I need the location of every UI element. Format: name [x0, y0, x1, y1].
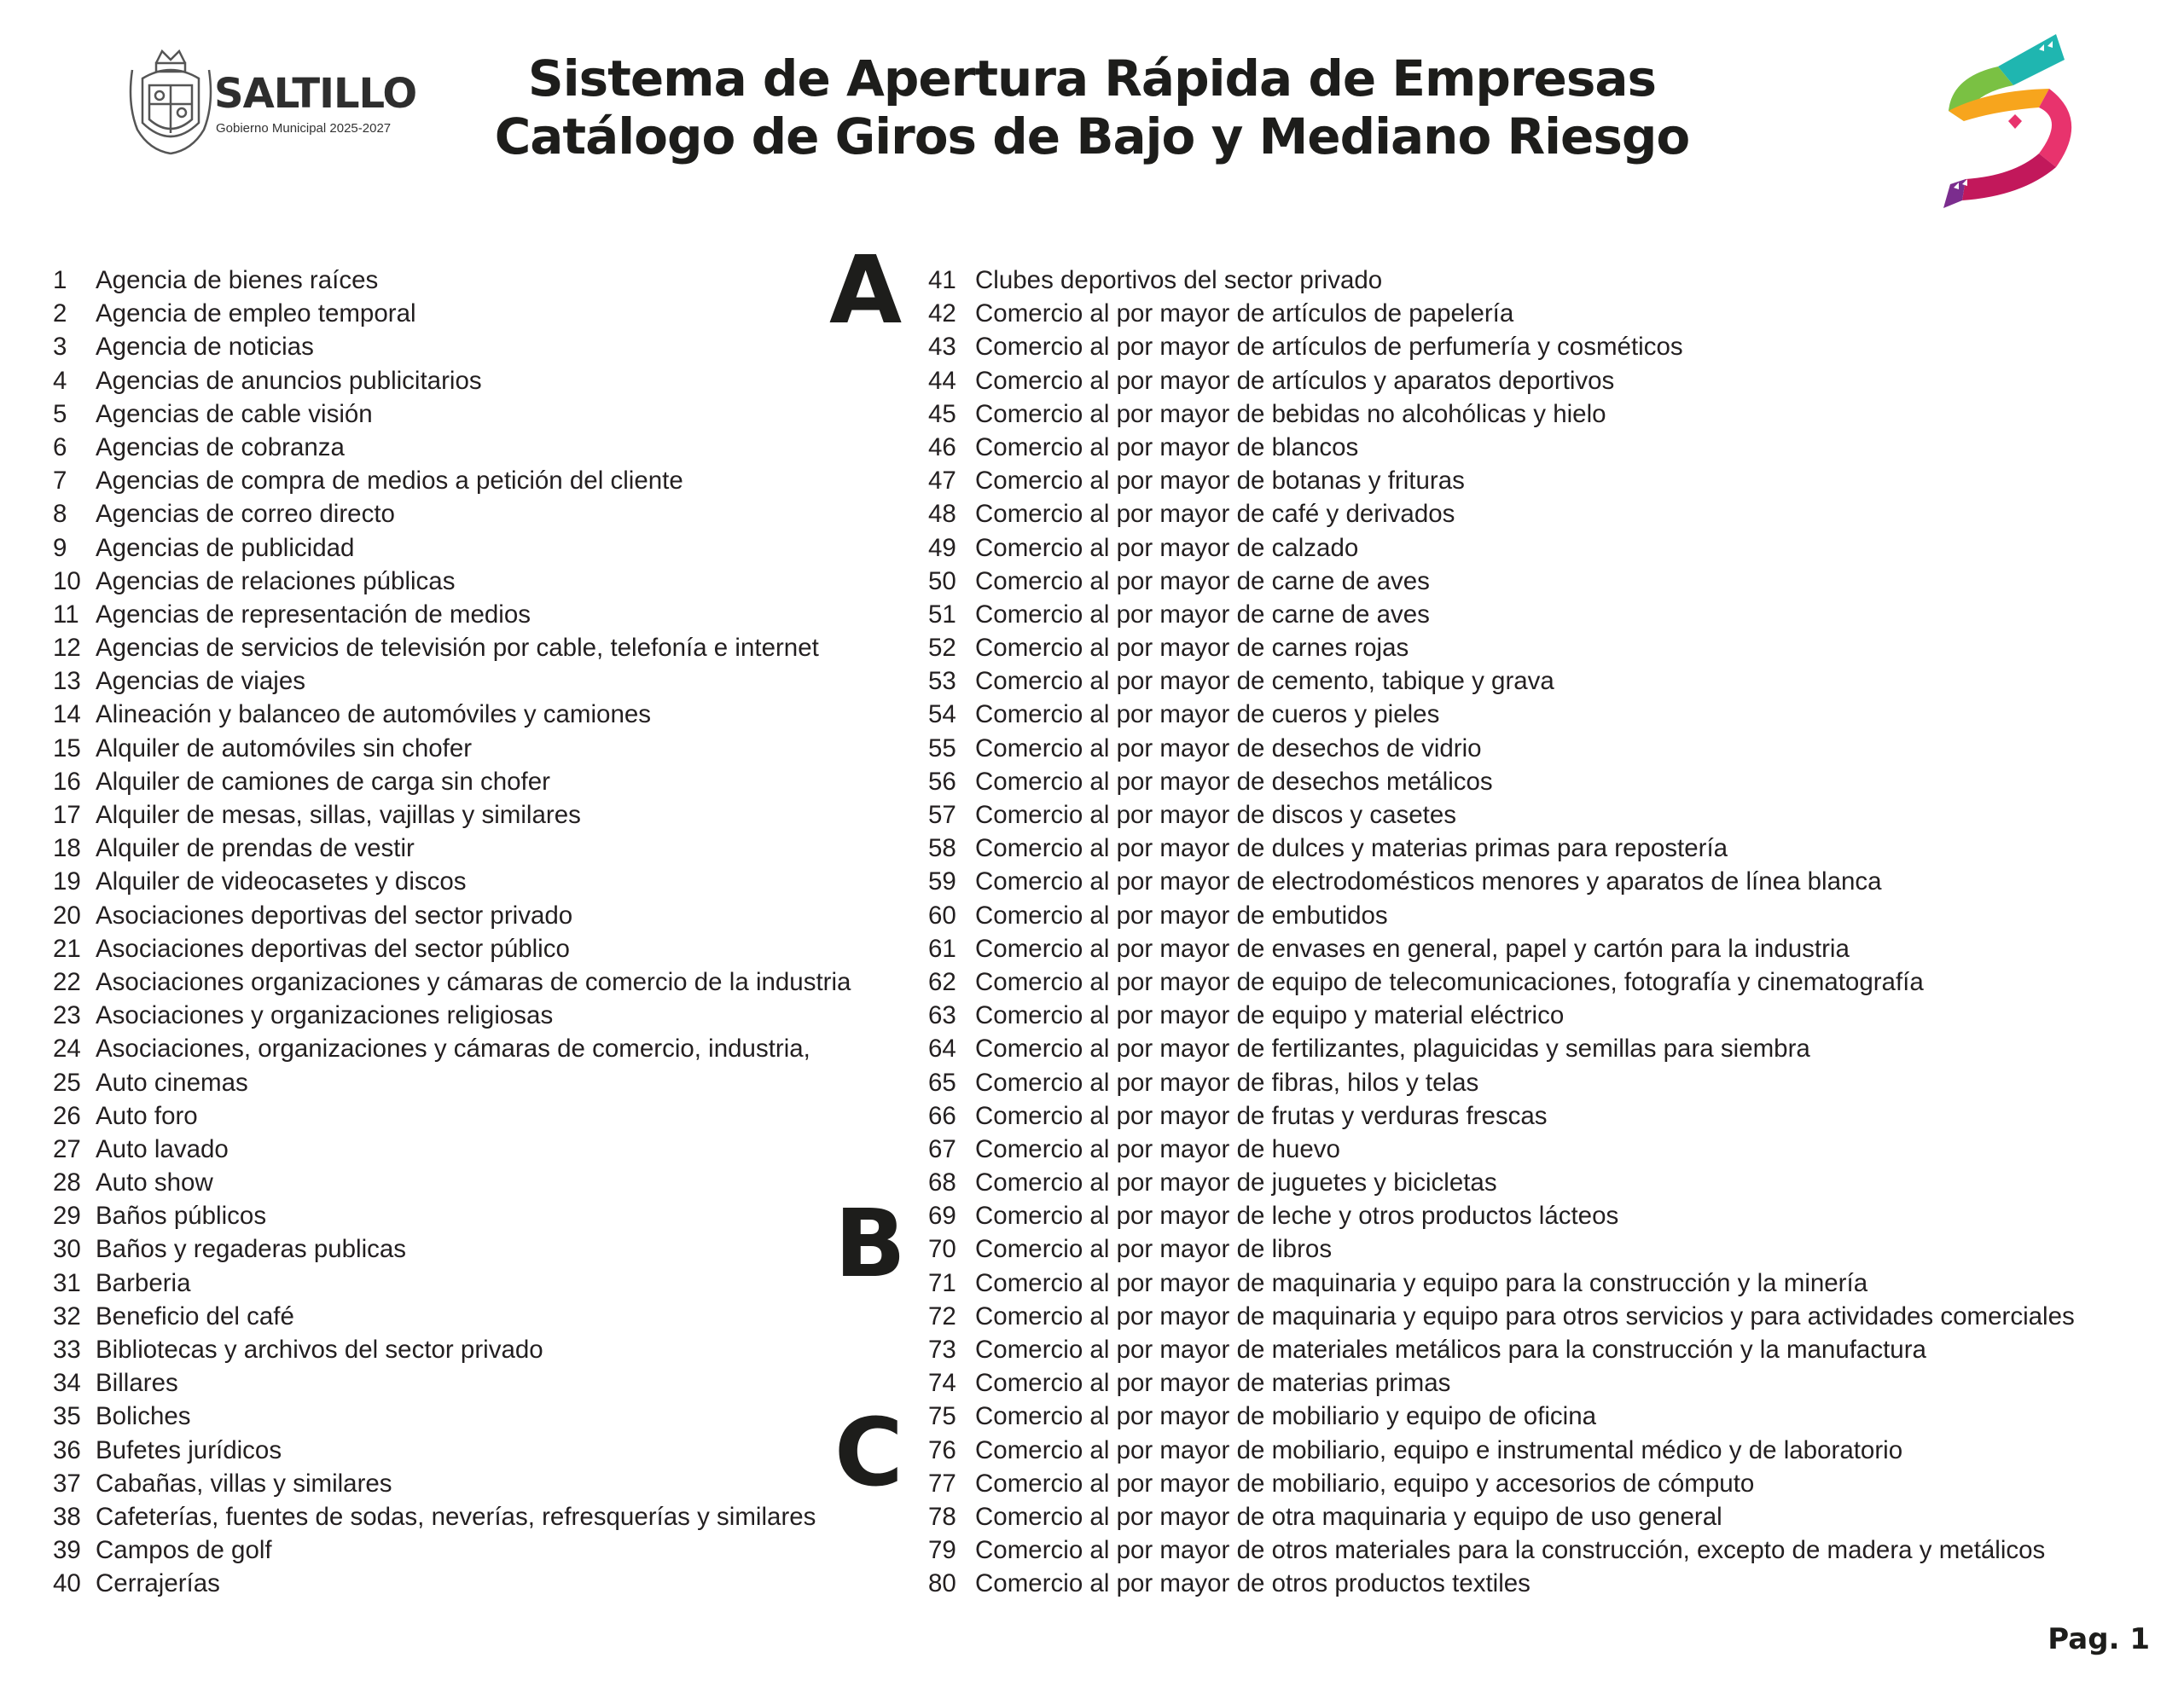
list-item [928, 1133, 2075, 1166]
item-label: Comercio al por mayor de otra maquinaria y equipo de uso general [975, 1502, 1722, 1531]
item-label: Comercio al por mayor de carnes rojas [975, 634, 1409, 663]
list-item [928, 1500, 2075, 1533]
item-label: Asociaciones deportivas del sector público [96, 934, 570, 963]
item-label: Comercio al por mayor de artículos y aparatos deportivos [975, 366, 1615, 395]
list-item [53, 1467, 851, 1500]
item-number: 59 [928, 867, 956, 896]
item-label: Comercio al por mayor de artículos de papelería [975, 299, 1514, 328]
item-label: Comercio al por mayor de discos y casetes [975, 801, 1457, 829]
item-label: Comercio al por mayor de dulces y materias primas para repostería [975, 834, 1728, 863]
list-item [928, 932, 2075, 965]
list-item [928, 464, 2075, 497]
item-label: Asociaciones organizaciones y cámaras de comercio de la industria [96, 967, 851, 996]
item-number: 1 [53, 266, 67, 294]
list-item [928, 999, 2075, 1032]
item-label: Asociaciones, organizaciones y cámaras de comercio, industria, [96, 1035, 810, 1064]
list-item [928, 1333, 2075, 1366]
item-label: Cerrajerías [96, 1569, 220, 1598]
list-item [928, 899, 2075, 932]
list-item [928, 1232, 2075, 1266]
list-item [928, 1166, 2075, 1199]
item-label: Comercio al por mayor de juguetes y bicicletas [975, 1168, 1497, 1197]
item-number: 21 [53, 934, 81, 963]
list-item [928, 698, 2075, 731]
list-item [53, 1199, 851, 1232]
list-item [53, 497, 851, 530]
item-number: 37 [53, 1469, 81, 1498]
item-label: Alquiler de mesas, sillas, vajillas y similares [96, 801, 581, 829]
list-item [53, 565, 851, 598]
list-item [53, 932, 851, 965]
item-number: 60 [928, 901, 956, 930]
list-item [53, 1567, 851, 1600]
item-number: 54 [928, 700, 956, 729]
item-label: Beneficio del café [96, 1301, 294, 1330]
item-number: 27 [53, 1134, 81, 1163]
item-label: Agencias de publicidad [96, 533, 355, 562]
item-label: Agencias de anuncios publicitarios [96, 366, 482, 395]
item-number: 29 [53, 1202, 81, 1231]
list-item [53, 698, 851, 731]
list-item [53, 865, 851, 898]
item-label: Comercio al por mayor de leche y otros productos lácteos [975, 1202, 1619, 1231]
item-label: Comercio al por mayor de fibras, hilos y telas [975, 1068, 1479, 1097]
sare-logo-graphic [1937, 26, 2082, 213]
item-number: 64 [928, 1035, 956, 1064]
item-number: 5 [53, 399, 67, 428]
item-label: Comercio al por mayor de blancos [975, 432, 1359, 461]
item-label: Comercio al por mayor de equipo y material eléctrico [975, 1001, 1565, 1030]
list-item [928, 1267, 2075, 1300]
catalog-list-left [53, 264, 851, 1601]
item-number: 61 [928, 934, 956, 963]
item-label: Alquiler de camiones de carga sin chofer [96, 767, 550, 796]
item-number: 23 [53, 1001, 81, 1030]
brand-name: SALTILLO [214, 70, 417, 118]
item-label: Auto lavado [96, 1134, 229, 1163]
item-label: Bufetes jurídicos [96, 1435, 282, 1464]
list-item [928, 832, 2075, 865]
item-number: 75 [928, 1402, 956, 1431]
page-subtitle: Catálogo de Giros de Bajo y Mediano Riesgo [494, 107, 1690, 165]
list-item [53, 765, 851, 798]
list-item [928, 598, 2075, 631]
list-item [53, 598, 851, 631]
list-item [53, 1434, 851, 1467]
item-number: 49 [928, 533, 956, 562]
item-number: 26 [53, 1101, 81, 1130]
item-number: 7 [53, 467, 67, 496]
item-label: Comercio al por mayor de botanas y frituras [975, 467, 1465, 496]
list-item [928, 497, 2075, 530]
item-number: 15 [53, 733, 81, 762]
item-number: 56 [928, 767, 956, 796]
item-number: 46 [928, 432, 956, 461]
item-number: 17 [53, 801, 81, 829]
list-item [53, 832, 851, 865]
item-number: 76 [928, 1435, 956, 1464]
item-label: Comercio al por mayor de maquinaria y equipo para la construcción y la minería [975, 1268, 1868, 1297]
item-label: Auto cinemas [96, 1068, 248, 1097]
item-number: 62 [928, 967, 956, 996]
section-letter-b: B [834, 1189, 906, 1298]
item-label: Comercio al por mayor de desechos de vidrio [975, 733, 1482, 762]
item-label: Comercio al por mayor de mobiliario, equipo y accesorios de cómputo [975, 1469, 1755, 1498]
item-label: Comercio al por mayor de cueros y pieles [975, 700, 1440, 729]
item-label: Alquiler de automóviles sin chofer [96, 733, 473, 762]
list-item [53, 1066, 851, 1099]
item-number: 33 [53, 1336, 81, 1364]
item-number: 72 [928, 1301, 956, 1330]
item-number: 51 [928, 600, 956, 629]
list-item [53, 330, 851, 363]
list-item [928, 1533, 2075, 1567]
item-number: 4 [53, 366, 67, 395]
list-item [53, 264, 851, 297]
item-number: 35 [53, 1402, 81, 1431]
item-label: Agencias de correo directo [96, 500, 395, 529]
list-item [53, 1099, 851, 1133]
item-label: Asociaciones y organizaciones religiosas [96, 1001, 554, 1030]
item-label: Comercio al por mayor de huevo [975, 1134, 1340, 1163]
list-item [53, 999, 851, 1032]
item-label: Comercio al por mayor de libros [975, 1235, 1333, 1264]
list-item [928, 865, 2075, 898]
list-item [928, 1467, 2075, 1500]
catalog-list-right [928, 264, 2075, 1601]
item-label: Campos de golf [96, 1536, 272, 1565]
list-item [928, 1567, 2075, 1600]
item-number: 32 [53, 1301, 81, 1330]
item-number: 67 [928, 1134, 956, 1163]
item-label: Baños y regaderas publicas [96, 1235, 407, 1264]
item-number: 43 [928, 333, 956, 362]
document-header [0, 49, 2184, 165]
list-item [928, 565, 2075, 598]
item-label: Comercio al por mayor de materiales metálicos para la construcción y la manufactura [975, 1336, 1926, 1364]
item-number: 70 [928, 1235, 956, 1264]
item-number: 18 [53, 834, 81, 863]
item-label: Comercio al por mayor de calzado [975, 533, 1359, 562]
list-item [53, 1133, 851, 1166]
item-label: Agencias de representación de medios [96, 600, 531, 629]
item-number: 44 [928, 366, 956, 395]
list-item [928, 297, 2075, 330]
item-label: Comercio al por mayor de materias primas [975, 1369, 1451, 1398]
item-number: 58 [928, 834, 956, 863]
item-number: 77 [928, 1469, 956, 1498]
list-item [53, 464, 851, 497]
item-label: Boliches [96, 1402, 191, 1431]
list-item [53, 1267, 851, 1300]
list-item [928, 631, 2075, 664]
item-label: Agencias de cobranza [96, 432, 345, 461]
item-label: Comercio al por mayor de bebidas no alcohólicas y hielo [975, 399, 1606, 428]
page-title: Sistema de Apertura Rápida de Empresas [527, 49, 1657, 107]
list-item [53, 1166, 851, 1199]
item-label: Comercio al por mayor de fertilizantes, plaguicidas y semillas para siembra [975, 1035, 1810, 1064]
item-number: 79 [928, 1536, 956, 1565]
item-label: Comercio al por mayor de electrodomésticos menores y aparatos de línea blanca [975, 867, 1882, 896]
item-number: 11 [53, 600, 79, 629]
item-number: 42 [928, 299, 956, 328]
page-number: Pag. 1 [2048, 1622, 2150, 1656]
section-letter-c: C [834, 1398, 903, 1507]
item-label: Agencias de compra de medios a petición del cliente [96, 467, 683, 496]
item-label: Comercio al por mayor de mobiliario, equipo e instrumental médico y de laboratorio [975, 1435, 1903, 1464]
list-item [928, 1032, 2075, 1065]
item-label: Comercio al por mayor de carne de aves [975, 566, 1430, 595]
list-item [928, 664, 2075, 698]
item-label: Comercio al por mayor de envases en general, papel y cartón para la industria [975, 934, 1850, 963]
item-label: Comercio al por mayor de cemento, tabique y grava [975, 667, 1554, 696]
item-number: 20 [53, 901, 81, 930]
list-item [928, 531, 2075, 565]
list-item [53, 1300, 851, 1333]
list-item [53, 732, 851, 765]
item-number: 22 [53, 967, 81, 996]
sare-logo-icon [1937, 26, 2082, 213]
list-item [53, 364, 851, 397]
item-number: 8 [53, 500, 67, 529]
list-item [53, 965, 851, 999]
item-number: 68 [928, 1168, 956, 1197]
list-item [928, 264, 2075, 297]
item-label: Agencias de servicios de televisión por cable, telefonía e internet [96, 634, 819, 663]
list-item [928, 330, 2075, 363]
list-item [53, 1533, 851, 1567]
item-number: 57 [928, 801, 956, 829]
item-number: 6 [53, 432, 67, 461]
section-letter-a: A [829, 235, 903, 345]
item-number: 48 [928, 500, 956, 529]
item-label: Bibliotecas y archivos del sector privado [96, 1336, 543, 1364]
list-item [928, 965, 2075, 999]
item-label: Alquiler de videocasetes y discos [96, 867, 467, 896]
item-number: 3 [53, 333, 67, 362]
list-item [928, 431, 2075, 464]
item-number: 40 [53, 1569, 81, 1598]
list-item [53, 1032, 851, 1065]
item-number: 65 [928, 1068, 956, 1097]
item-label: Comercio al por mayor de otros materiales para la construcción, excepto de madera y metálicos [975, 1536, 2046, 1565]
list-item [53, 1366, 851, 1400]
list-item [928, 1400, 2075, 1433]
item-number: 25 [53, 1068, 81, 1097]
item-label: Comercio al por mayor de artículos de perfumería y cosméticos [975, 333, 1683, 362]
brand-subtitle: Gobierno Municipal 2025-2027 [216, 121, 392, 136]
list-item [53, 664, 851, 698]
item-label: Comercio al por mayor de mobiliario y equipo de oficina [975, 1402, 1597, 1431]
item-label: Auto foro [96, 1101, 198, 1130]
item-number: 41 [928, 266, 956, 294]
item-number: 66 [928, 1101, 956, 1130]
list-item [928, 1099, 2075, 1133]
item-number: 2 [53, 299, 67, 328]
item-number: 31 [53, 1268, 81, 1297]
item-number: 80 [928, 1569, 956, 1598]
item-label: Comercio al por mayor de frutas y verduras frescas [975, 1101, 1548, 1130]
item-number: 55 [928, 733, 956, 762]
item-number: 12 [53, 634, 81, 663]
item-number: 36 [53, 1435, 81, 1464]
list-item [928, 1434, 2075, 1467]
item-number: 10 [53, 566, 81, 595]
item-label: Alineación y balanceo de automóviles y camiones [96, 700, 652, 729]
item-number: 50 [928, 566, 956, 595]
item-label: Agencias de relaciones públicas [96, 566, 456, 595]
item-number: 71 [928, 1268, 956, 1297]
item-number: 45 [928, 399, 956, 428]
item-label: Comercio al por mayor de embutidos [975, 901, 1388, 930]
item-label: Cafeterías, fuentes de sodas, neverías, refresquerías y similares [96, 1502, 816, 1531]
item-number: 52 [928, 634, 956, 663]
item-label: Agencias de cable visión [96, 399, 373, 428]
item-number: 13 [53, 667, 81, 696]
item-number: 34 [53, 1369, 81, 1398]
item-number: 39 [53, 1536, 81, 1565]
list-item [53, 1333, 851, 1366]
list-item [928, 765, 2075, 798]
list-item [53, 431, 851, 464]
item-label: Comercio al por mayor de desechos metálicos [975, 767, 1493, 796]
item-label: Cabañas, villas y similares [96, 1469, 392, 1498]
list-item [53, 1500, 851, 1533]
list-item [53, 297, 851, 330]
item-label: Comercio al por mayor de equipo de telecomunicaciones, fotografía y cinematografía [975, 967, 1924, 996]
item-label: Comercio al por mayor de maquinaria y equipo para otros servicios y para actividades comerciales [975, 1301, 2075, 1330]
list-item [928, 1366, 2075, 1400]
item-label: Comercio al por mayor de otros productos textiles [975, 1569, 1531, 1598]
item-label: Clubes deportivos del sector privado [975, 266, 1383, 294]
item-number: 78 [928, 1502, 956, 1531]
list-item [53, 631, 851, 664]
item-label: Asociaciones deportivas del sector privado [96, 901, 573, 930]
item-label: Agencia de noticias [96, 333, 314, 362]
list-item [53, 1232, 851, 1266]
item-number: 19 [53, 867, 81, 896]
list-item [53, 397, 851, 431]
item-label: Comercio al por mayor de café y derivados [975, 500, 1455, 529]
item-number: 30 [53, 1235, 81, 1264]
item-label: Auto show [96, 1168, 213, 1197]
list-item [928, 1199, 2075, 1232]
item-number: 63 [928, 1001, 956, 1030]
item-label: Agencias de viajes [96, 667, 305, 696]
item-number: 74 [928, 1369, 956, 1398]
item-label: Agencia de bienes raíces [96, 266, 379, 294]
item-label: Barberia [96, 1268, 191, 1297]
list-item [928, 397, 2075, 431]
item-number: 47 [928, 467, 956, 496]
list-item [928, 732, 2075, 765]
list-item [928, 364, 2075, 397]
item-label: Agencia de empleo temporal [96, 299, 416, 328]
item-label: Billares [96, 1369, 178, 1398]
list-item [53, 531, 851, 565]
item-label: Comercio al por mayor de carne de aves [975, 600, 1430, 629]
item-number: 69 [928, 1202, 956, 1231]
list-item [928, 798, 2075, 832]
list-item [928, 1300, 2075, 1333]
item-label: Alquiler de prendas de vestir [96, 834, 415, 863]
item-number: 28 [53, 1168, 81, 1197]
item-number: 16 [53, 767, 81, 796]
item-number: 73 [928, 1336, 956, 1364]
item-number: 38 [53, 1502, 81, 1531]
list-item [53, 899, 851, 932]
item-label: Baños públicos [96, 1202, 267, 1231]
list-item [53, 1400, 851, 1433]
item-number: 14 [53, 700, 81, 729]
item-number: 9 [53, 533, 67, 562]
list-item [928, 1066, 2075, 1099]
list-item [53, 798, 851, 832]
item-number: 53 [928, 667, 956, 696]
item-number: 24 [53, 1035, 81, 1064]
